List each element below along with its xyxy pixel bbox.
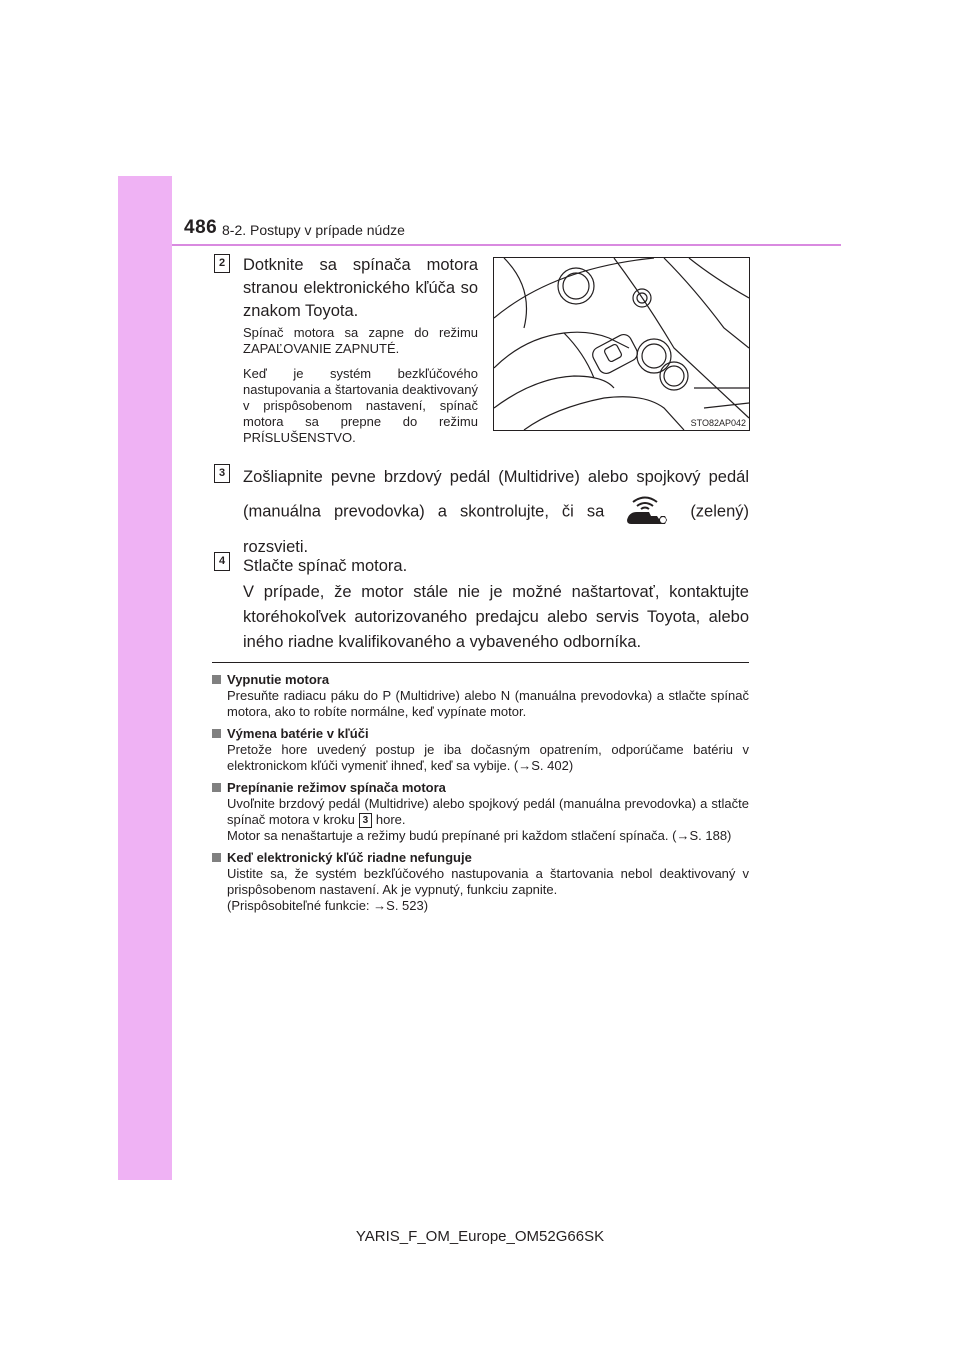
step-2-note-1: Spínač motora sa zapne do režimu ZAPAĽOVANIE ZAPNUTÉ. <box>243 325 478 356</box>
note-body-2: (Prispôsobiteľné funkcie: →S. 523) <box>227 898 429 914</box>
note-body: Pretože hore uvedený postup je iba dočasným opatrením, odporúčame batériu v elektronickom kľúči vymeniť ihneď, keď sa vybije. (→S. 402) <box>227 742 749 773</box>
square-bullet-icon <box>212 853 221 862</box>
step-4-badge: 4 <box>214 552 230 571</box>
square-bullet-icon <box>212 729 221 738</box>
note-title: Prepínanie režimov spínača motora <box>227 780 446 795</box>
notes-section <box>212 671 749 919</box>
note-body: Uvoľnite brzdový pedál (Multidrive) alebo spojkový pedál (manuálna prevodovka) a stlačte spínač motora v kroku 3 hore. <box>227 796 749 827</box>
note-body: Presuňte radiacu páku do P (Multidrive) alebo N (manuálna prevodovka) a stlačte spínač motora, ako to robíte normálne, keď vypínate motor. <box>227 688 749 719</box>
hand-key-switch-drawing <box>494 258 749 430</box>
side-tab <box>118 176 172 1180</box>
note-title: Keď elektronický kľúč riadne nefunguje <box>227 850 472 866</box>
step-3-badge: 3 <box>214 464 230 483</box>
step-4-text: Stlačte spínač motora. <box>243 557 408 575</box>
section-title: 8-2. Postupy v prípade núdze <box>222 222 405 238</box>
step-2-badge: 2 <box>214 254 230 273</box>
step-4-extra: V prípade, že motor stále nie je možné naštartovať, kontaktujte ktoréhokoľvek autorizovaného predajcu alebo servis Toyota, alebo iného riadne kvalifikovaného a vybaveného odborníka. <box>243 583 749 651</box>
note-item <box>212 849 749 914</box>
smart-key-indicator-icon <box>623 494 671 530</box>
step-2-note-2: Keď je systém bezkľúčového nastupovania a štartovania deaktivovaný v prispôsobenom nastavení, spínač motora sa prepne do režimu PRÍSLUŠENSTVO. <box>243 366 478 445</box>
engine-switch-illustration <box>493 257 750 431</box>
square-bullet-icon <box>212 675 221 684</box>
step-2-text: Dotknite sa spínača motora stranou elektronického kľúča so znakom Toyota. <box>243 256 478 320</box>
note-body-2: Motor sa nenaštartuje a režimy budú prepínané pri každom stlačení spínača. (→S. 188) <box>227 828 732 844</box>
note-title: Výmena batérie v kľúči <box>227 726 369 741</box>
note-item <box>212 671 749 720</box>
illustration-code: STO82AP042 <box>690 418 746 428</box>
step-3-text-before: Zošliapnite pevne brzdový pedál (Multidrive) alebo spojkový pedál (manuálna prevodovka) a skontrolujte, či sa <box>243 468 749 521</box>
square-bullet-icon <box>212 783 221 792</box>
section-divider <box>212 662 749 663</box>
page-number: 486 <box>184 217 218 238</box>
note-title: Vypnutie motora <box>227 672 330 687</box>
step-3-text <box>243 460 749 564</box>
document-footer: YARIS_F_OM_Europe_OM52G66SK <box>355 1228 605 1245</box>
note-item <box>212 779 749 844</box>
note-item <box>212 725 749 774</box>
note-body: Uistite sa, že systém bezkľúčového nastupovania a štartovania nebol deaktivovaný v prispôsobenom nastavení. Ak je vypnutý, funkciu zapnite. <box>227 866 749 898</box>
step-3-inline-badge: 3 <box>359 813 372 828</box>
step-3-text-after: (zelený) rozsvieti. <box>243 502 749 556</box>
header-rule <box>172 244 841 246</box>
